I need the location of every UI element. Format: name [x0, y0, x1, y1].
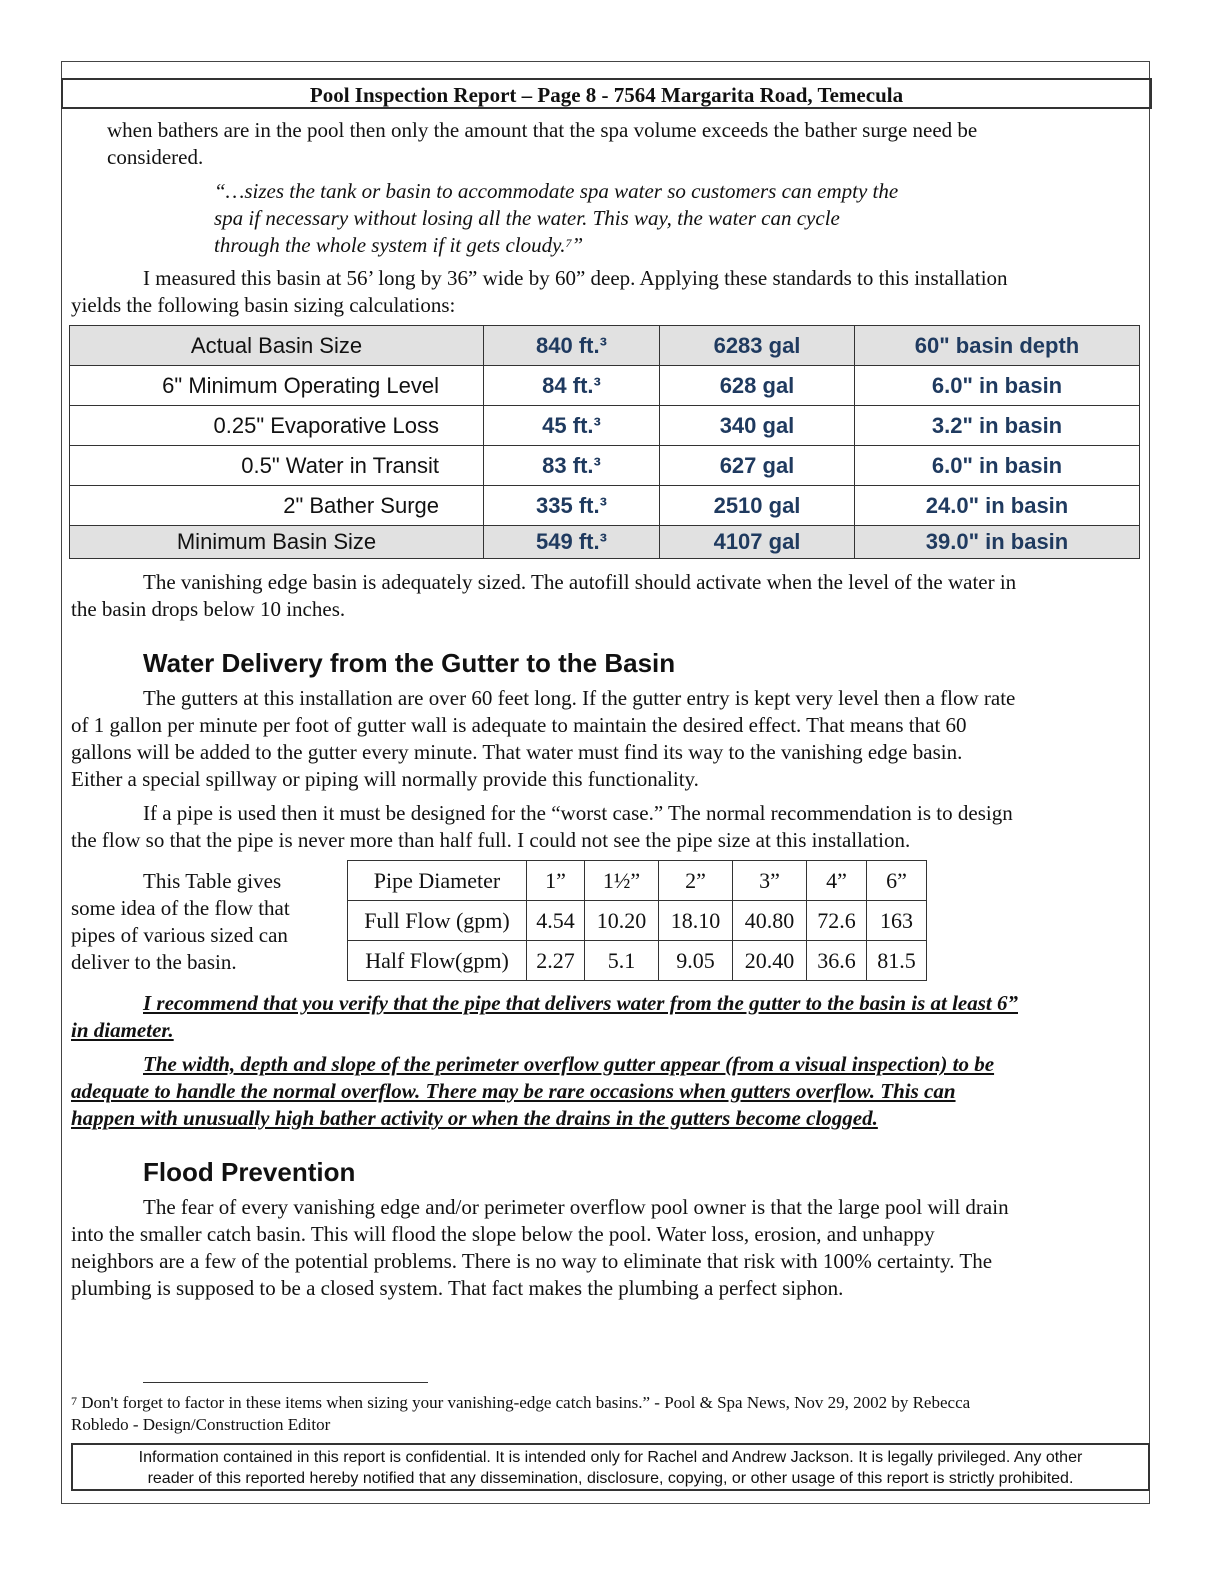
- table-caption-line: pipes of various sized can: [71, 923, 288, 947]
- quote-block: [214, 178, 1034, 259]
- table-row: [70, 406, 1140, 446]
- volume-cell: 335 ft.³: [484, 486, 660, 526]
- value-cell: 18.10: [659, 901, 733, 941]
- value-cell: 9.05: [659, 941, 733, 981]
- row-label: Minimum Basin Size: [70, 526, 484, 559]
- depth-cell: 6.0" in basin: [855, 366, 1140, 406]
- row-label: Full Flow (gpm): [348, 901, 527, 941]
- value-cell: 72.6: [807, 901, 867, 941]
- recommendation-line: adequate to handle the normal overflow. There may be rare occasions when gutters overflow. This can: [71, 1079, 956, 1103]
- row-label: 0.5" Water in Transit: [70, 446, 484, 486]
- footer-line: reader of this reported hereby notified that any dissemination, disclosure, copying, or other usage of this report is strictly prohibited.: [147, 1470, 1074, 1487]
- value-cell: 81.5: [867, 941, 927, 981]
- gutter-line: Either a special spillway or piping will normally provide this functionality.: [71, 767, 699, 791]
- header-cell: 6”: [867, 861, 927, 901]
- row-label: 0.25" Evaporative Loss: [70, 406, 484, 446]
- depth-cell: 60" basin depth: [855, 326, 1140, 366]
- footnote-number: 7: [71, 1394, 77, 1408]
- footnote-text: Don't forget to factor in these items when sizing your vanishing-edge catch basins.” - Pool & Spa News, Nov 29, 2002 by Rebecca: [77, 1393, 971, 1412]
- value-cell: 163: [867, 901, 927, 941]
- table-caption-line: deliver to the basin.: [71, 950, 237, 974]
- gallons-cell: 340 gal: [660, 406, 855, 446]
- footnote-line: Robledo - Design/Construction Editor: [71, 1415, 331, 1434]
- flood-line: neighbors are a few of the potential problems. There is no way to eliminate that risk with 100% certainty. The: [71, 1249, 993, 1273]
- row-label: Actual Basin Size: [70, 326, 484, 366]
- gallons-cell: 2510 gal: [660, 486, 855, 526]
- measure-line: yields the following basin sizing calculations:: [71, 293, 456, 317]
- table-row: [348, 901, 927, 941]
- value-cell: 20.40: [733, 941, 807, 981]
- page-header: [61, 78, 1152, 109]
- table-row: [70, 446, 1140, 486]
- header-cell: 1½”: [585, 861, 659, 901]
- volume-cell: 549 ft.³: [484, 526, 660, 559]
- quote-line-text: through the whole system if it gets cloudy.: [214, 233, 566, 257]
- gutter-line: gallons will be added to the gutter every minute. That water must find its way to the vanishing edge basin.: [71, 740, 963, 764]
- gutter-line: of 1 gallon per minute per foot of gutter wall is adequate to maintain the desired effect. That means that 60: [71, 713, 967, 737]
- footer-line: Information contained in this report is confidential. It is intended only for Rachel and Andrew Jackson. It is legally privileged. Any other: [138, 1449, 1083, 1466]
- volume-cell: 84 ft.³: [484, 366, 660, 406]
- intro-line: when bathers are in the pool then only the amount that the spa volume exceeds the bather surge need be: [107, 118, 978, 142]
- value-cell: 4.54: [527, 901, 585, 941]
- footnote: [71, 1392, 1141, 1436]
- adequate-line: The vanishing edge basin is adequately sized. The autofill should activate when the level of the water in: [143, 570, 1017, 594]
- depth-cell: 6.0" in basin: [855, 446, 1140, 486]
- value-cell: 10.20: [585, 901, 659, 941]
- recommendation-line: I recommend that you verify that the pipe that delivers water from the gutter to the basin is at least 6”: [143, 991, 1018, 1015]
- flood-line: The fear of every vanishing edge and/or perimeter overflow pool owner is that the large pool will drain: [143, 1195, 1009, 1219]
- quote-line: spa if necessary without losing all the water. This way, the water can cycle: [214, 206, 840, 230]
- flood-line: into the smaller catch basin. This will flood the slope below the pool. Water loss, erosion, and unhappy: [71, 1222, 935, 1246]
- footnote-ref[interactable]: 7: [565, 236, 572, 250]
- header-cell: 3”: [733, 861, 807, 901]
- quote-close: ”: [571, 233, 584, 257]
- pipe-line: If a pipe is used then it must be designed for the “worst case.” The normal recommendation is to design: [143, 801, 1013, 825]
- recommendation-line: The width, depth and slope of the perimeter overflow gutter appear (from a visual inspection) to be: [143, 1052, 995, 1076]
- basin-sizing-table: [69, 325, 1140, 559]
- gallons-cell: 6283 gal: [660, 326, 855, 366]
- table-row: [70, 526, 1140, 559]
- gallons-cell: 627 gal: [660, 446, 855, 486]
- section-heading: Water Delivery from the Gutter to the Basin: [143, 648, 676, 678]
- depth-cell: 39.0" in basin: [855, 526, 1140, 559]
- table-row: [348, 941, 927, 981]
- volume-cell: 45 ft.³: [484, 406, 660, 446]
- value-cell: 2.27: [527, 941, 585, 981]
- quote-line: “…sizes the tank or basin to accommodate spa water so customers can empty the: [214, 179, 899, 203]
- intro-line: considered.: [107, 145, 204, 169]
- gutter-line: The gutters at this installation are over 60 feet long. If the gutter entry is kept very level then a flow rate: [143, 686, 1016, 710]
- table-row: [70, 486, 1140, 526]
- table-row: [70, 366, 1140, 406]
- gallons-cell: 4107 gal: [660, 526, 855, 559]
- volume-cell: 840 ft.³: [484, 326, 660, 366]
- row-label: 6" Minimum Operating Level: [70, 366, 484, 406]
- pipe-line: the flow so that the pipe is never more than half full. I could not see the pipe size at this installation.: [71, 828, 911, 852]
- header-cell: 2”: [659, 861, 733, 901]
- quote-line: [214, 232, 1034, 259]
- header-cell: Pipe Diameter: [348, 861, 527, 901]
- footnote-line: [71, 1392, 1141, 1414]
- footnote-separator: [143, 1382, 428, 1383]
- depth-cell: 3.2" in basin: [855, 406, 1140, 446]
- adequate-line: the basin drops below 10 inches.: [71, 597, 346, 621]
- value-cell: 40.80: [733, 901, 807, 941]
- confidentiality-footer: [71, 1443, 1150, 1491]
- header-cell: 4”: [807, 861, 867, 901]
- gallons-cell: 628 gal: [660, 366, 855, 406]
- volume-cell: 83 ft.³: [484, 446, 660, 486]
- table-row: [348, 861, 927, 901]
- table-caption-line: some idea of the flow that: [71, 896, 290, 920]
- recommendation-line: happen with unusually high bather activity or when the drains in the gutters become clogged.: [71, 1106, 878, 1130]
- table-row: [70, 326, 1140, 366]
- value-cell: 36.6: [807, 941, 867, 981]
- row-label: 2" Bather Surge: [70, 486, 484, 526]
- table-caption-line: This Table gives: [143, 869, 282, 893]
- header-cell: 1”: [527, 861, 585, 901]
- flood-line: plumbing is supposed to be a closed system. That fact makes the plumbing a perfect siphon.: [71, 1276, 844, 1300]
- recommendation-line: in diameter.: [71, 1018, 174, 1042]
- row-label: Half Flow(gpm): [348, 941, 527, 981]
- pipe-flow-table: [347, 860, 927, 981]
- depth-cell: 24.0" in basin: [855, 486, 1140, 526]
- header-title: Pool Inspection Report – Page 8 - 7564 Margarita Road, Temecula: [309, 83, 904, 107]
- section-heading: Flood Prevention: [143, 1157, 356, 1187]
- value-cell: 5.1: [585, 941, 659, 981]
- measure-line: I measured this basin at 56’ long by 36” wide by 60” deep. Applying these standards to this installation: [143, 266, 1008, 290]
